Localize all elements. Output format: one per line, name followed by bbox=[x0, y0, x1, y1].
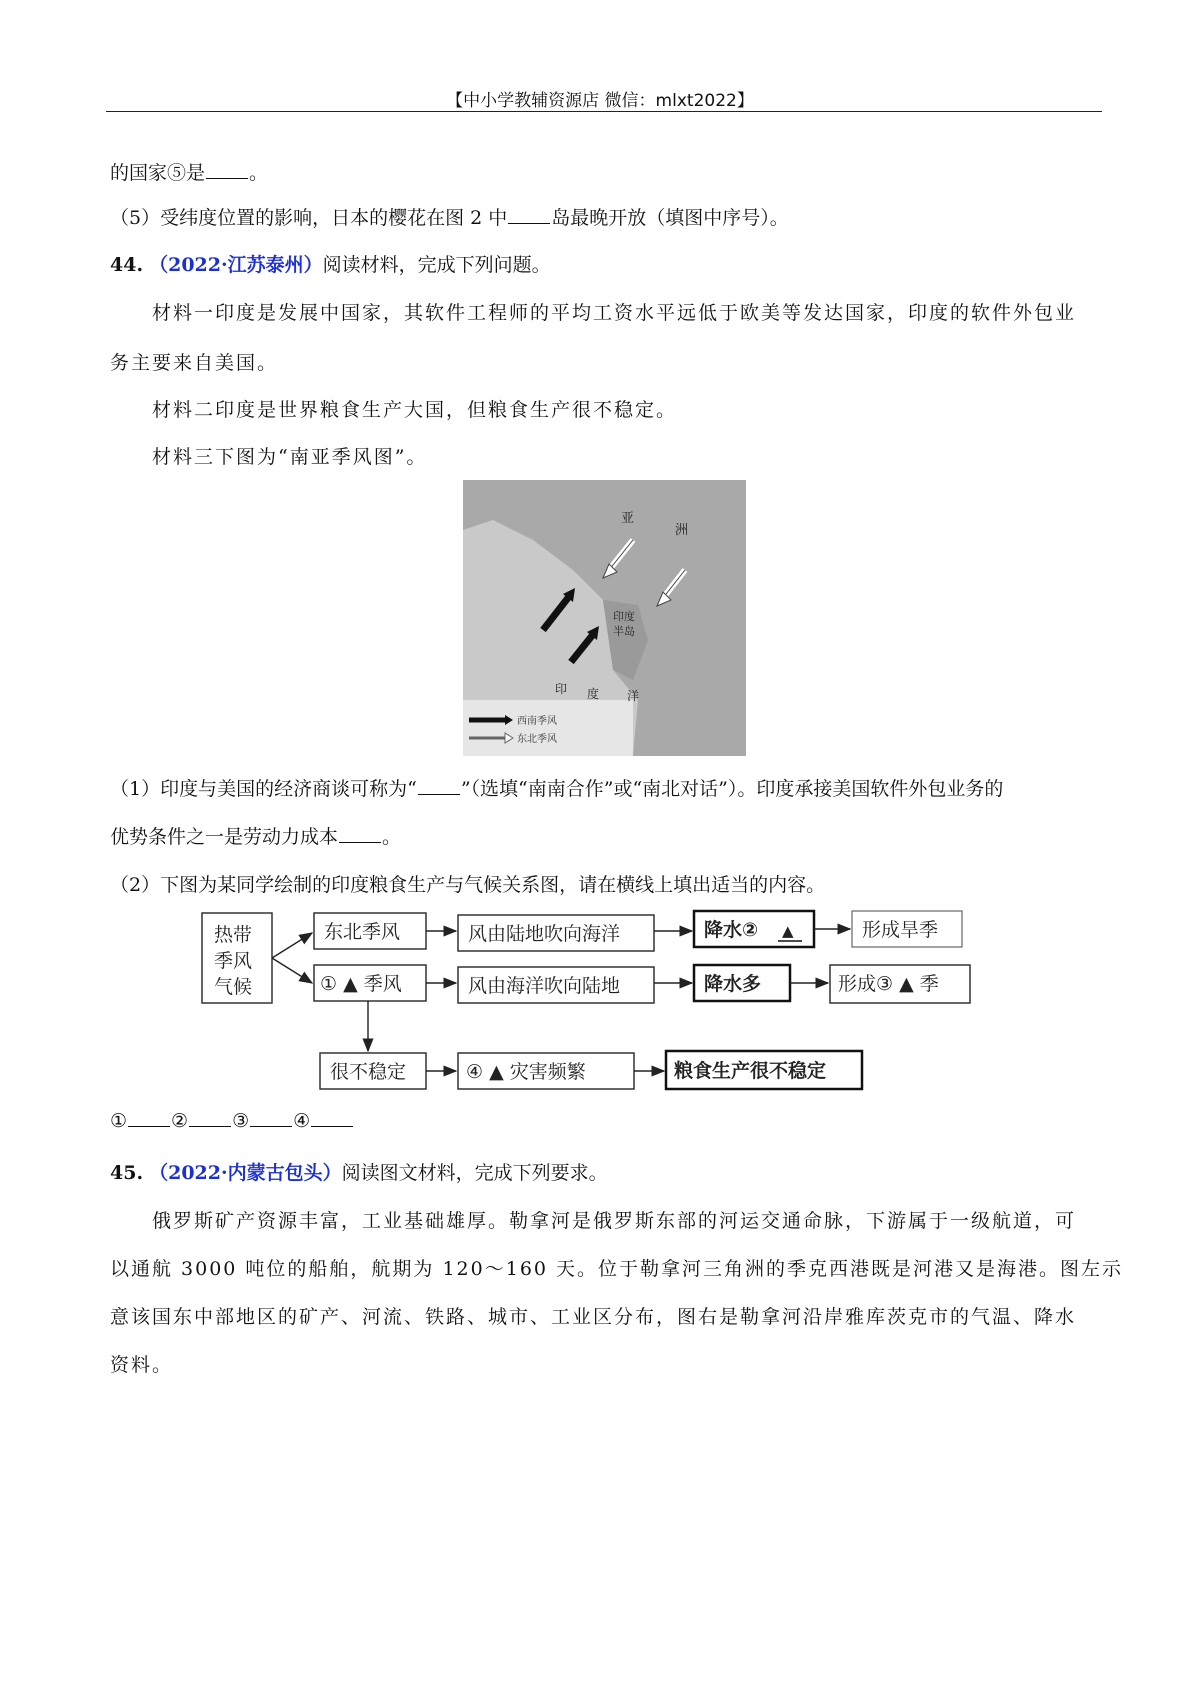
q44-number: 44. bbox=[110, 254, 144, 276]
q45-heading bbox=[110, 1158, 608, 1185]
q45-number: 45. bbox=[110, 1162, 144, 1184]
climate-3: 气候 bbox=[214, 976, 253, 998]
answer-blank[interactable] bbox=[508, 207, 550, 224]
unstable: 很不稳定 bbox=[330, 1061, 407, 1083]
q45-source: （2022·内蒙古包头） bbox=[149, 1162, 342, 1184]
label-ocean-3: 洋 bbox=[627, 689, 640, 703]
s1-text-c: 优势条件之一是劳动力成本 bbox=[110, 826, 339, 848]
monsoon1: ① ▲ 季风 bbox=[320, 973, 402, 995]
page-header: 【中小学教辅资源店 微信：mlxt2022】 bbox=[446, 91, 754, 111]
answer-blank[interactable] bbox=[418, 778, 460, 795]
answer-label-2: ② bbox=[171, 1110, 189, 1132]
material3: 材料三下图为“南亚季风图”。 bbox=[152, 446, 428, 468]
sea-to-land: 风由海洋吹向陆地 bbox=[468, 975, 621, 997]
label-asia-1: 亚 bbox=[621, 511, 635, 526]
s1-text-d: 。 bbox=[382, 826, 402, 848]
legend-ne-label: 东北季风 bbox=[517, 734, 557, 745]
q44-intro: 阅读材料，完成下列问题。 bbox=[322, 254, 551, 276]
answer-blank[interactable] bbox=[339, 826, 381, 843]
material2: 材料二印度是世界粮食生产大国，但粮食生产很不稳定。 bbox=[152, 399, 678, 421]
label-ocean-2: 度 bbox=[587, 687, 600, 701]
answer-blank[interactable] bbox=[250, 1110, 292, 1127]
q44-sub2: （2）下图为某同学绘制的印度粮食生产与气候关系图，请在横线上填出适当的内容。 bbox=[110, 874, 826, 896]
q45-para-line2: 以通航 3000 吨位的船舶，航期为 120～160 天。位于勒拿河三角洲的季克西港既是河港又是海港。图左示 bbox=[110, 1258, 1124, 1280]
s1-text-a: （1）印度与美国的经济商谈可称为“ bbox=[110, 778, 417, 800]
label-peninsula-1: 印度 bbox=[613, 610, 635, 623]
ne-monsoon: 东北季风 bbox=[324, 921, 401, 943]
s1-text-b: ”（选填“南南合作”或“南北对话”）。印度承接美国软件外包业务的 bbox=[460, 778, 1004, 800]
q44-sub1-line1 bbox=[110, 774, 1003, 801]
q45-intro: 阅读图文材料，完成下列要求。 bbox=[341, 1162, 608, 1184]
q45-para-line1: 俄罗斯矿产资源丰富，工业基础雄厚。勒拿河是俄罗斯东部的河运交通命脉，下游属于一级航道，可 bbox=[152, 1210, 1077, 1232]
q5-line bbox=[110, 203, 789, 230]
header-rule bbox=[106, 111, 1102, 112]
q5-text-b: 岛最晚开放（填图中序号）。 bbox=[551, 207, 789, 229]
prev-question-line bbox=[110, 158, 268, 185]
legend-sw-label: 西南季风 bbox=[517, 716, 557, 727]
answer-label-1: ① bbox=[110, 1110, 128, 1132]
dry-season: 形成旱季 bbox=[862, 919, 939, 941]
answer-blank[interactable] bbox=[206, 162, 248, 179]
south-asia-monsoon-map bbox=[463, 480, 746, 756]
answer-label-4: ④ bbox=[293, 1110, 311, 1132]
precip-more: 降水多 bbox=[704, 973, 762, 995]
land-to-sea: 风由陆地吹向海洋 bbox=[468, 923, 621, 945]
form3: 形成③ ▲ 季 bbox=[838, 973, 939, 995]
q45-para-line3: 意该国东中部地区的矿产、河流、铁路、城市、工业区分布，图右是勒拿河沿岸雅库茨克市的气温、降水 bbox=[110, 1306, 1077, 1328]
q44-sub1-line2 bbox=[110, 822, 401, 849]
precip2: 降水② bbox=[704, 919, 759, 941]
india-grain-climate-flowchart bbox=[196, 903, 1010, 1093]
prev-line1-end: 。 bbox=[249, 162, 269, 184]
q44-answer-line bbox=[110, 1110, 354, 1132]
material1-line1: 材料一印度是发展中国家，其软件工程师的平均工资水平远低于欧美等发达国家，印度的软件外包业 bbox=[152, 302, 1077, 324]
q44-heading bbox=[110, 250, 551, 277]
label-peninsula-2: 半岛 bbox=[613, 625, 635, 638]
label-ocean-1: 印 bbox=[555, 682, 568, 696]
disaster: ④ ▲ 灾害频繁 bbox=[466, 1061, 586, 1083]
answer-blank[interactable] bbox=[128, 1110, 170, 1127]
answer-label-3: ③ bbox=[232, 1110, 250, 1132]
grain-unstable: 粮食生产很不稳定 bbox=[674, 1060, 827, 1082]
climate-1: 热带 bbox=[214, 924, 253, 946]
answer-blank[interactable] bbox=[189, 1110, 231, 1127]
answer-blank[interactable] bbox=[311, 1110, 353, 1127]
triangle-mark: ▲ bbox=[782, 922, 794, 940]
q45-para-line4: 资料。 bbox=[110, 1354, 174, 1376]
material1-line2: 务主要来自美国。 bbox=[110, 352, 279, 374]
q5-text-a: （5）受纬度位置的影响，日本的樱花在图 2 中 bbox=[110, 207, 508, 229]
label-asia-2: 洲 bbox=[675, 523, 689, 538]
q44-source: （2022·江苏泰州） bbox=[149, 254, 323, 276]
climate-2: 季风 bbox=[214, 950, 253, 972]
prev-line1-text: 的国家⑤是 bbox=[110, 162, 206, 184]
